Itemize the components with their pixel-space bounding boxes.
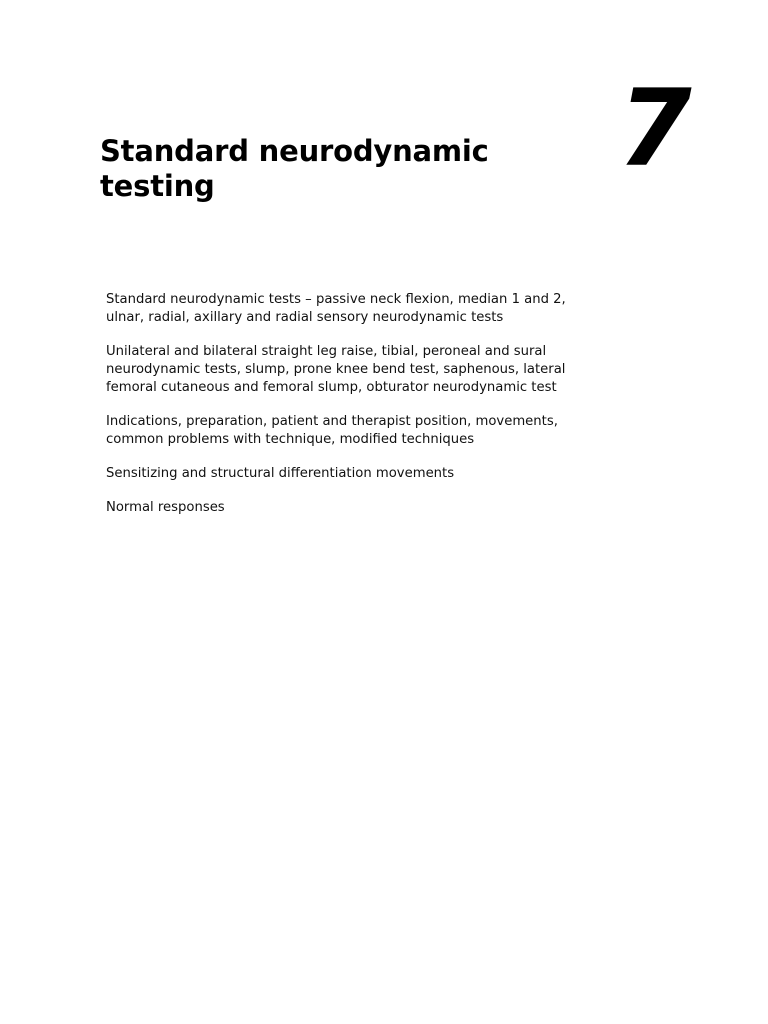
contents-item: Unilateral and bilateral straight leg raise, tibial, peroneal and sural neurodynamic tests, slump, prone knee bend test, saphenous, lateral femoral cutaneous and femoral slump, obturator neurodynamic test: [106, 344, 566, 395]
contents-item: Sensitizing and structural differentiation movements: [106, 466, 455, 481]
contents-item: Indications, preparation, patient and therapist position, movements, common problems with technique, modified techniques: [106, 414, 558, 447]
chapter-title-line-2: testing: [100, 169, 215, 203]
contents-item: Standard neurodynamic tests – passive neck flexion, median 1 and 2, ulnar, radial, axillary and radial sensory neurodynamic tests: [106, 292, 566, 325]
contents-item: Normal responses: [106, 500, 225, 515]
chapter-number: 7: [618, 67, 690, 190]
chapter-title-line-1: Standard neurodynamic: [100, 134, 489, 168]
chapter-contents-list: [106, 291, 586, 533]
chapter-title: [100, 134, 560, 204]
